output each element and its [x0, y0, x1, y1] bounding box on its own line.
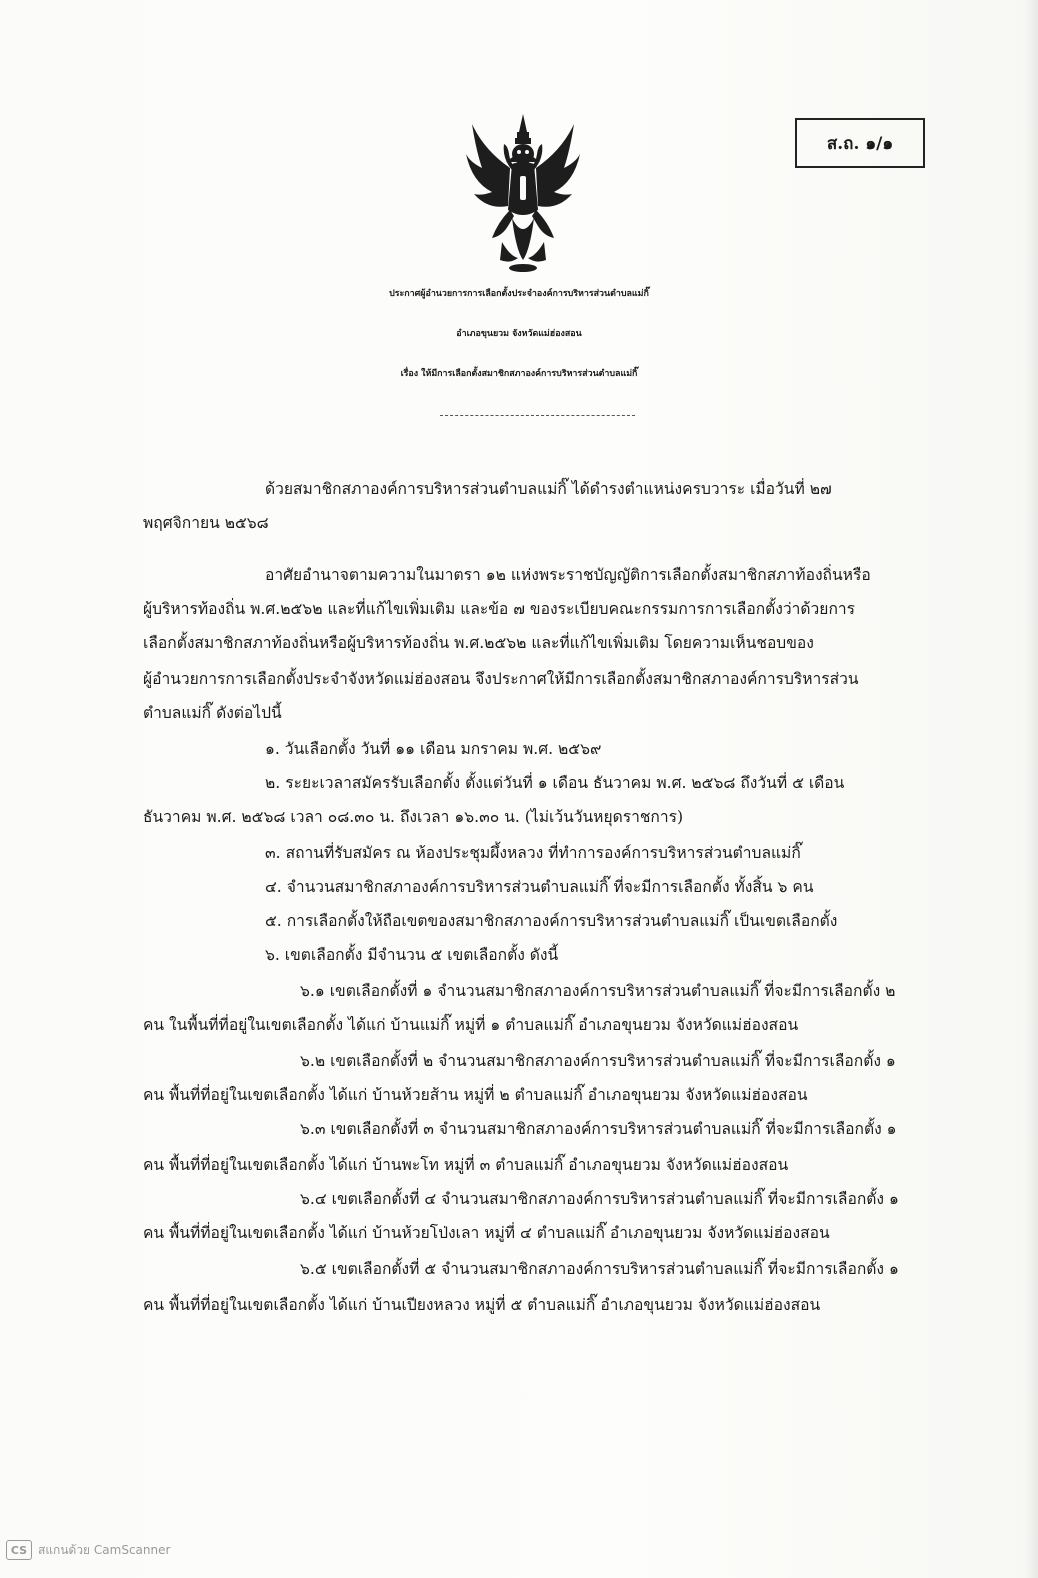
item-6: ๖. เขตเลือกตั้ง มีจำนวน ๕ เขตเลือกตั้ง ดังนี้	[265, 946, 559, 964]
item-5: ๕. การเลือกตั้งให้ถือเขตของสมาชิกสภาองค์การบริหารส่วนตำบลแม่กิ๊ เป็นเขตเลือกตั้ง	[265, 912, 838, 930]
title-line-3: เรื่อง ให้มีการเลือกตั้งสมาชิกสภาองค์การบริหารส่วนตำบลแม่กิ๊	[400, 369, 638, 379]
authority-line-4: ผู้อำนวยการการเลือกตั้งประจำจังหวัดแม่ฮ่องสอน จึงประกาศให้มีการเลือกตั้งสมาชิกสภาองค์การบริหารส่วน	[143, 670, 859, 688]
district-2-line-1: ๖.๒ เขตเลือกตั้งที่ ๒ จำนวนสมาชิกสภาองค์การบริหารส่วนตำบลแม่กิ๊ ที่จะมีการเลือกตั้ง ๑	[300, 1052, 896, 1070]
title-divider	[440, 415, 635, 416]
title-line-1: ประกาศผู้อำนวยการการเลือกตั้งประจำองค์การบริหารส่วนตำบลแม่กิ๊	[389, 289, 649, 299]
camscanner-watermark	[6, 1540, 170, 1560]
intro-line-1: ด้วยสมาชิกสภาองค์การบริหารส่วนตำบลแม่กิ๊ ได้ดำรงตำแหน่งครบวาระ เมื่อวันที่ ๒๗	[265, 480, 832, 498]
item-2-line-2: ธันวาคม พ.ศ. ๒๕๖๘ เวลา ๐๘.๓๐ น. ถึงเวลา ๑๖.๓๐ น. (ไม่เว้นวันหยุดราชการ)	[143, 808, 684, 826]
form-code-box	[795, 118, 925, 168]
district-1-line-2: คน ในพื้นที่ที่อยู่ในเขตเลือกตั้ง ได้แก่ บ้านแม่กิ๊ หมู่ที่ ๑ ตำบลแม่กิ๊ อำเภอขุนยวม จังหวัดแม่ฮ่องสอน	[143, 1016, 799, 1034]
district-5-line-2: คน พื้นที่ที่อยู่ในเขตเลือกตั้ง ได้แก่ บ้านเปียงหลวง หมู่ที่ ๕ ตำบลแม่กิ๊ อำเภอขุนยวม จังหวัดแม่ฮ่องสอน	[143, 1296, 821, 1314]
authority-line-3: เลือกตั้งสมาชิกสภาท้องถิ่นหรือผู้บริหารท้องถิ่น พ.ศ.๒๕๖๒ และที่แก้ไขเพิ่มเติม โดยความเห็นชอบของ	[143, 634, 814, 652]
district-5-line-1: ๖.๕ เขตเลือกตั้งที่ ๕ จำนวนสมาชิกสภาองค์การบริหารส่วนตำบลแม่กิ๊ ที่จะมีการเลือกตั้ง ๑	[300, 1260, 899, 1278]
authority-line-2: ผู้บริหารท้องถิ่น พ.ศ.๒๕๖๒ และที่แก้ไขเพิ่มเติม และข้อ ๗ ของระเบียบคณะกรรมการการเลือกตั้งว่าด้วยการ	[143, 600, 856, 618]
district-1-line-1: ๖.๑ เขตเลือกตั้งที่ ๑ จำนวนสมาชิกสภาองค์การบริหารส่วนตำบลแม่กิ๊ ที่จะมีการเลือกตั้ง ๒	[300, 982, 896, 1000]
item-1: ๑. วันเลือกตั้ง วันที่ ๑๑ เดือน มกราคม พ.ศ. ๒๕๖๙	[265, 740, 602, 758]
authority-line-5: ตำบลแม่กิ๊ ดังต่อไปนี้	[143, 704, 282, 722]
district-4-line-1: ๖.๔ เขตเลือกตั้งที่ ๔ จำนวนสมาชิกสภาองค์การบริหารส่วนตำบลแม่กิ๊ ที่จะมีการเลือกตั้ง ๑	[300, 1190, 899, 1208]
district-4-line-2: คน พื้นที่ที่อยู่ในเขตเลือกตั้ง ได้แก่ บ้านห้วยโป่งเลา หมู่ที่ ๔ ตำบลแม่กิ๊ อำเภอขุนยวม จังหวัดแม่ฮ่องสอน	[143, 1224, 830, 1242]
district-3-line-1: ๖.๓ เขตเลือกตั้งที่ ๓ จำนวนสมาชิกสภาองค์การบริหารส่วนตำบลแม่กิ๊ ที่จะมีการเลือกตั้ง ๑	[300, 1120, 897, 1138]
district-3-line-2: คน พื้นที่ที่อยู่ในเขตเลือกตั้ง ได้แก่ บ้านพะโท หมู่ที่ ๓ ตำบลแม่กิ๊ อำเภอขุนยวม จังหวัดแม่ฮ่องสอน	[143, 1156, 789, 1174]
page-edge-shadow	[1024, 0, 1038, 1578]
garuda-emblem-icon	[462, 110, 584, 275]
intro-line-2: พฤศจิกายน ๒๕๖๘	[143, 514, 269, 532]
camscanner-text: สแกนด้วย CamScanner	[38, 1542, 171, 1557]
item-2-line-1: ๒. ระยะเวลาสมัครรับเลือกตั้ง ตั้งแต่วันที่ ๑ เดือน ธันวาคม พ.ศ. ๒๕๖๘ ถึงวันที่ ๕ เดือน	[265, 774, 845, 792]
title-line-2: อำเภอขุนยวม จังหวัดแม่ฮ่องสอน	[456, 329, 582, 339]
item-4: ๔. จำนวนสมาชิกสภาองค์การบริหารส่วนตำบลแม่กิ๊ ที่จะมีการเลือกตั้ง ทั้งสิ้น ๖ คน	[265, 878, 814, 896]
district-2-line-2: คน พื้นที่ที่อยู่ในเขตเลือกตั้ง ได้แก่ บ้านห้วยส้าน หมู่ที่ ๒ ตำบลแม่กิ๊ อำเภอขุนยวม จังหวัดแม่ฮ่องสอน	[143, 1086, 808, 1104]
item-3: ๓. สถานที่รับสมัคร ณ ห้องประชุมผึ้งหลวง ที่ทำการองค์การบริหารส่วนตำบลแม่กิ๊	[265, 844, 801, 862]
camscanner-logo-icon: CS	[6, 1540, 32, 1560]
authority-line-1: อาศัยอำนาจตามความในมาตรา ๑๒ แห่งพระราชบัญญัติการเลือกตั้งสมาชิกสภาท้องถิ่นหรือ	[265, 566, 871, 584]
form-code-text: ส.ถ. ๑/๑	[826, 133, 894, 154]
